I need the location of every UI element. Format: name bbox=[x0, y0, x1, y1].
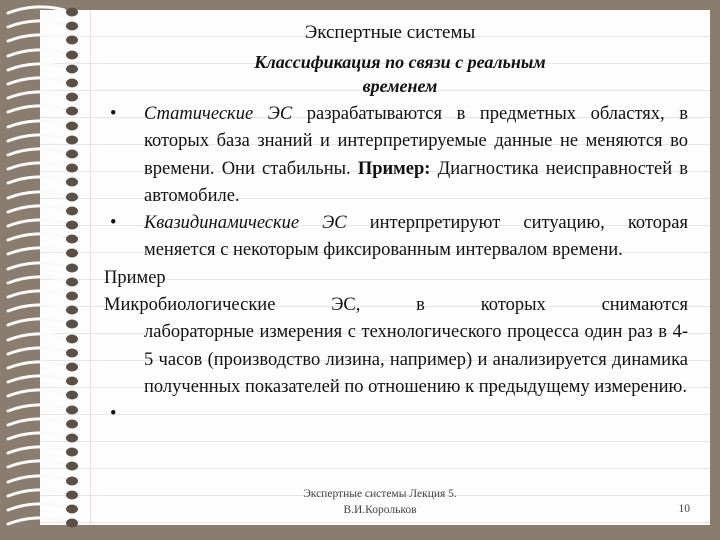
spiral-ring-icon bbox=[6, 302, 84, 316]
spiral-ring-icon bbox=[6, 4, 84, 18]
slide-title: Экспертные системы bbox=[304, 22, 476, 43]
bullet-static-es bbox=[104, 101, 688, 210]
example-label: Пример: bbox=[357, 158, 431, 179]
footer-course: Экспертные системы Лекция 5. bbox=[303, 488, 457, 500]
spiral-ring-icon bbox=[6, 373, 84, 387]
spiral-ring-icon bbox=[6, 103, 84, 117]
static-es-description: разрабатываются в предметных областях, в которых база знаний и интерпретируемые данные не меняются во времени. Они стабильны. bbox=[144, 104, 688, 179]
spiral-ring-icon bbox=[6, 458, 84, 472]
spiral-ring-icon bbox=[6, 61, 84, 75]
spiral-ring-icon bbox=[6, 32, 84, 46]
spiral-ring-icon bbox=[6, 245, 84, 259]
spiral-ring-icon bbox=[6, 75, 84, 89]
spiral-ring-icon bbox=[6, 189, 84, 203]
page-number: 10 bbox=[678, 503, 690, 515]
spiral-ring-icon bbox=[6, 132, 84, 146]
spiral-ring-icon bbox=[6, 501, 84, 515]
example-paragraph bbox=[104, 292, 688, 401]
static-es-example: Диагностика неисправностей в автомобиле. bbox=[144, 158, 689, 206]
spiral-ring-icon bbox=[6, 316, 84, 330]
bullet-symbol: • bbox=[110, 404, 117, 425]
spiral-ring-icon bbox=[6, 203, 84, 217]
slide-body bbox=[104, 101, 688, 428]
spiral-ring-icon bbox=[6, 430, 84, 444]
spiral-ring-icon bbox=[6, 515, 84, 529]
spiral-ring-icon bbox=[6, 217, 84, 231]
spiral-ring-icon bbox=[6, 359, 84, 373]
spiral-ring-icon bbox=[6, 274, 84, 288]
spiral-ring-icon bbox=[6, 146, 84, 160]
empty-bullet-item bbox=[104, 401, 688, 428]
spiral-ring-icon bbox=[6, 118, 84, 132]
spiral-ring-icon bbox=[6, 231, 84, 245]
footer-author: В.И.Корольков bbox=[343, 504, 417, 516]
subtitle-line-2: временем bbox=[362, 76, 438, 96]
quasidynamic-es-description: интерпретируют ситуацию, которая меняется с некоторым фиксированным интервалом времени. bbox=[144, 213, 688, 261]
spiral-ring-icon bbox=[6, 174, 84, 188]
example-heading: Пример bbox=[104, 267, 166, 288]
spiral-ring-icon bbox=[6, 160, 84, 174]
spiral-ring-icon bbox=[6, 444, 84, 458]
spiral-ring-icon bbox=[6, 345, 84, 359]
spiral-ring-icon bbox=[6, 260, 84, 274]
subtitle-line-1: Классификация по связи с реальным bbox=[254, 52, 546, 72]
slide-subtitle bbox=[190, 50, 610, 98]
spiral-binding bbox=[0, 4, 80, 534]
spiral-ring-icon bbox=[6, 416, 84, 430]
example-first-line: Микробиологические ЭС, в которых снимаются bbox=[104, 295, 688, 316]
spiral-ring-icon bbox=[6, 89, 84, 103]
spiral-ring-icon bbox=[6, 18, 84, 32]
spiral-ring-icon bbox=[6, 473, 84, 487]
term-static-es: Статические ЭС bbox=[144, 104, 293, 124]
spiral-ring-icon bbox=[6, 387, 84, 401]
spiral-ring-icon bbox=[6, 331, 84, 345]
bullet-quasidynamic-es bbox=[104, 210, 688, 265]
bullet-symbol: • bbox=[110, 104, 117, 124]
example-continuation: лабораторные измерения с технологического процесса один раз в 4-5 часов (производство лизина, например) и анализируется динамика полученных показателей по отношению к предыдущему измерению. bbox=[144, 322, 688, 397]
slide-footer bbox=[250, 486, 510, 518]
spiral-ring-icon bbox=[6, 288, 84, 302]
spiral-ring-icon bbox=[6, 47, 84, 61]
margin-line bbox=[90, 10, 91, 525]
spiral-ring-icon bbox=[6, 402, 84, 416]
bullet-symbol: • bbox=[110, 213, 117, 234]
term-quasidynamic-es: Квазидинамические ЭС bbox=[144, 213, 347, 234]
spiral-ring-icon bbox=[6, 487, 84, 501]
